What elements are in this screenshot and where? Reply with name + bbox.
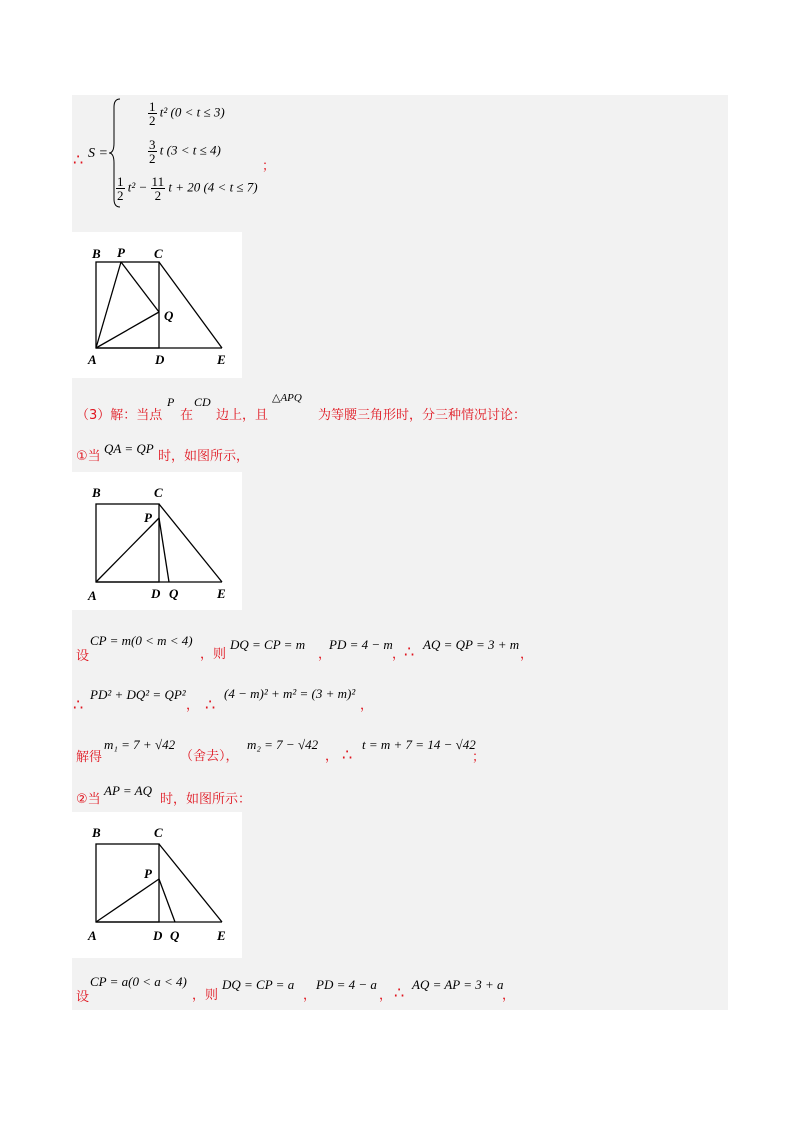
label-e: E <box>217 586 226 601</box>
s-lhs: S = <box>88 146 108 161</box>
label-a: A <box>88 352 97 367</box>
label-c: C <box>154 825 163 840</box>
label-q: Q <box>164 308 174 323</box>
figure-2 <box>72 472 242 610</box>
label-e: E <box>217 352 226 367</box>
case-3: $\frac{1}{2}$ t² − $\frac{11}{2}$ t + 20 (4 < t ≤ 7) <box>117 174 258 203</box>
label-p: P <box>117 245 125 260</box>
label-p: P <box>144 866 152 881</box>
label-d: D <box>151 586 161 601</box>
label-q: Q <box>169 586 179 601</box>
case-2: $\frac{3}{2}$ t (3 < t ≤ 4) <box>149 137 221 166</box>
label-c: C <box>154 246 163 261</box>
label-a: A <box>88 588 97 603</box>
figure-3 <box>72 812 242 958</box>
label-d: D <box>153 928 163 943</box>
geometry-figure-1 <box>72 232 242 378</box>
label-e: E <box>217 928 226 943</box>
therefore-symbol: ∴ <box>73 150 84 169</box>
label-b: B <box>92 825 101 840</box>
geometry-figure-3 <box>72 812 242 958</box>
case-1: $\frac{1}{2}$ t² (0 < t ≤ 3) <box>149 99 225 128</box>
label-c: C <box>154 485 163 500</box>
s-end: ； <box>262 159 276 174</box>
label-d: D <box>155 352 165 367</box>
label-b: B <box>92 246 101 261</box>
label-q: Q <box>170 928 180 943</box>
geometry-figure-2 <box>72 472 242 610</box>
label-p: P <box>144 510 152 525</box>
label-a: A <box>88 928 97 943</box>
label-b: B <box>92 485 101 500</box>
figure-1 <box>72 232 242 378</box>
